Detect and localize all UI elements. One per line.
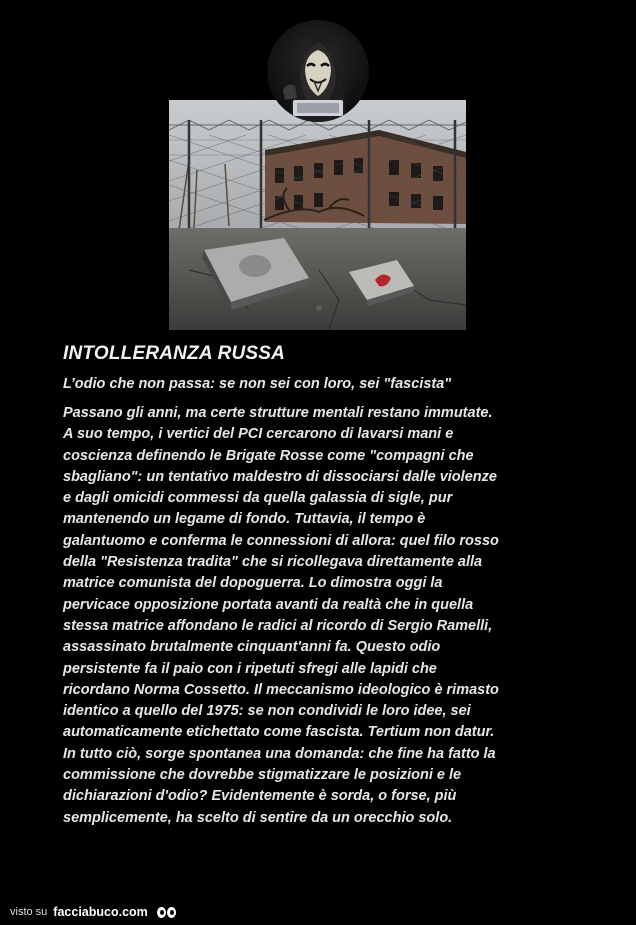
- eye-right-icon: [167, 907, 176, 918]
- eyes-icon: [157, 907, 176, 918]
- anonymous-avatar-icon: [267, 20, 369, 122]
- watermark-footer[interactable]: [10, 902, 176, 922]
- body-line: mantenendo un legame di fondo. Tuttavia, il tempo è: [63, 511, 426, 528]
- body-line: In tutto ciò, sorge spontanea una domanda: che fine ha fatto la: [63, 745, 496, 762]
- body-line: pervicace opposizione portata avanti da realtà che in quella: [63, 596, 474, 613]
- brand-link[interactable]: facciabuco.com: [53, 905, 148, 919]
- body-line: semplicemente, ha scelto di sentire da un orecchio solo.: [63, 809, 453, 826]
- prison-photo: [169, 100, 466, 330]
- body-line: galantuomo e conferma le connessioni di allora: quel filo rosso: [63, 532, 499, 549]
- body-line: persistente fa il paio con i ripetuti sfregi alle lapidi che: [63, 660, 437, 677]
- body-line: coscienza definendo le Brigate Rosse come "compagni che: [63, 447, 474, 464]
- body-line: stessa matrice affondano le radici al ricordo di Sergio Ramelli,: [63, 617, 493, 634]
- body-line: Passano gli anni, ma certe strutture mentali restano immutate.: [63, 405, 493, 421]
- anonymous-mask-icon: [267, 20, 369, 122]
- body-line: sbagliano": un tentativo maldestro di dissociarsi dalle violenze: [63, 468, 497, 485]
- visto-su-label: visto su: [10, 906, 48, 918]
- body-line: matrice comunista del dopoguerra. Lo dimostra oggi la: [63, 575, 443, 592]
- body-line: automaticamente etichettato come fascista. Tertium non datur.: [63, 724, 495, 741]
- body-line: commissione che dovrebbe stigmatizzare le posizioni e le: [63, 767, 462, 784]
- body-line: A suo tempo, i vertici del PCI cercarono di lavarsi mani e: [63, 426, 454, 443]
- body-line: assassinato brutalmente cinquant'anni fa. Questo odio: [63, 639, 441, 656]
- body-line: identico a quello del 1975: se non condividi le loro idee, sei: [63, 703, 471, 720]
- body-line: della "Resistenza tradita" che si ricollegava direttamente alla: [63, 554, 483, 571]
- body-line: ricordano Norma Cossetto. Il meccanismo ideologico è rimasto: [63, 681, 499, 698]
- post-body: [63, 403, 593, 829]
- prison-building-image: [169, 100, 466, 330]
- body-line: dichiarazioni d'odio? Evidentemente è sorda, o forse, più: [63, 788, 457, 805]
- post-title: INTOLLERANZA RUSSA: [63, 343, 286, 364]
- post-subtitle: L’odio che non passa: se non sei con loro, sei "fascista": [63, 376, 452, 392]
- body-line: e dagli omicidi commessi da quella galassia di sigle, pur: [63, 490, 453, 507]
- eye-left-icon: [157, 907, 166, 918]
